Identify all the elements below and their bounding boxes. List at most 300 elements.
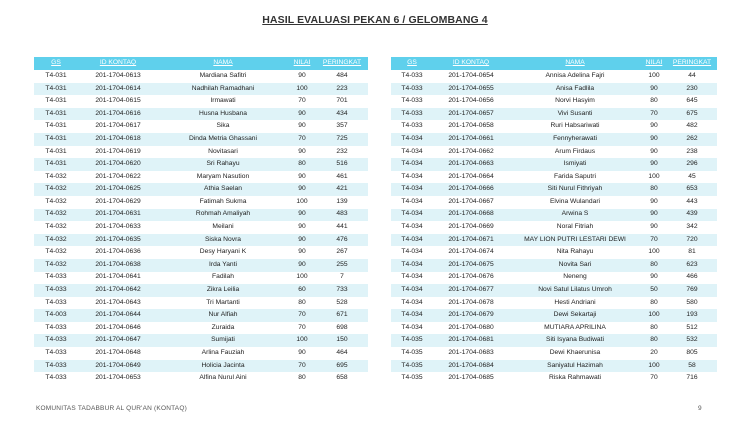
cell-id-kontaq: 201-1704-0617 xyxy=(78,120,158,133)
cell-nama: Nita Rahayu xyxy=(509,246,641,259)
column-header-peringkat: PERINGKAT xyxy=(316,57,368,70)
table-row xyxy=(34,108,368,121)
table-row xyxy=(391,234,717,247)
cell-gs: T4-034 xyxy=(391,171,433,184)
cell-peringkat: 45 xyxy=(667,171,717,184)
cell-peringkat: 671 xyxy=(316,309,368,322)
table-row xyxy=(391,209,717,222)
cell-gs: T4-033 xyxy=(34,297,78,310)
cell-gs: T4-033 xyxy=(34,322,78,335)
cell-nilai: 90 xyxy=(288,347,316,360)
cell-peringkat: 443 xyxy=(667,196,717,209)
table-row xyxy=(391,372,717,385)
cell-nama: Siti Isyana Budiwati xyxy=(509,334,641,347)
column-header-nama: NAMA xyxy=(509,57,641,70)
table-row xyxy=(391,334,717,347)
cell-id-kontaq: 201-1704-0668 xyxy=(433,209,509,222)
cell-nilai: 100 xyxy=(641,246,667,259)
cell-nama: Farida Saputri xyxy=(509,171,641,184)
cell-peringkat: 623 xyxy=(667,259,717,272)
cell-nama: Ismiyati xyxy=(509,158,641,171)
cell-peringkat: 7 xyxy=(316,272,368,285)
column-header-gs: GS xyxy=(34,57,78,70)
table-row xyxy=(34,158,368,171)
cell-nama: Riska Rahmawati xyxy=(509,372,641,385)
table-row xyxy=(34,309,368,322)
column-header-nilai: NILAI xyxy=(641,57,667,70)
cell-id-kontaq: 201-1704-0649 xyxy=(78,360,158,373)
cell-gs: T4-033 xyxy=(391,120,433,133)
cell-gs: T4-031 xyxy=(34,108,78,121)
footer-organization: KOMUNITAS TADABBUR AL QUR'AN (KONTAQ) xyxy=(36,405,187,412)
cell-id-kontaq: 201-1704-0676 xyxy=(433,272,509,285)
cell-gs: T4-034 xyxy=(391,234,433,247)
cell-nama: Athia Saelan xyxy=(158,183,288,196)
cell-nama: Nur Alfiah xyxy=(158,309,288,322)
cell-nilai: 80 xyxy=(641,95,667,108)
cell-nilai: 60 xyxy=(288,284,316,297)
table-row xyxy=(34,284,368,297)
page-number: 9 xyxy=(698,405,702,412)
cell-gs: T4-032 xyxy=(34,171,78,184)
cell-peringkat: 512 xyxy=(667,322,717,335)
cell-gs: T4-031 xyxy=(34,133,78,146)
column-header-id: ID KONTAQ xyxy=(78,57,158,70)
cell-id-kontaq: 201-1704-0655 xyxy=(433,83,509,96)
table-row xyxy=(391,360,717,373)
cell-gs: T4-034 xyxy=(391,309,433,322)
cell-gs: T4-033 xyxy=(34,272,78,285)
cell-peringkat: 262 xyxy=(667,133,717,146)
cell-nilai: 80 xyxy=(288,372,316,385)
cell-gs: T4-032 xyxy=(34,234,78,247)
table-row xyxy=(391,158,717,171)
cell-peringkat: 466 xyxy=(667,272,717,285)
results-table-left xyxy=(34,57,368,385)
cell-peringkat: 434 xyxy=(316,108,368,121)
cell-id-kontaq: 201-1704-0643 xyxy=(78,297,158,310)
table-row xyxy=(391,322,717,335)
cell-id-kontaq: 201-1704-0618 xyxy=(78,133,158,146)
cell-nilai: 100 xyxy=(288,83,316,96)
cell-id-kontaq: 201-1704-0685 xyxy=(433,372,509,385)
table-row xyxy=(34,209,368,222)
cell-peringkat: 484 xyxy=(316,70,368,83)
cell-nama: Dinda Metria Ghassani xyxy=(158,133,288,146)
table-row xyxy=(34,297,368,310)
cell-gs: T4-031 xyxy=(34,70,78,83)
cell-id-kontaq: 201-1704-0642 xyxy=(78,284,158,297)
cell-id-kontaq: 201-1704-0614 xyxy=(78,83,158,96)
cell-peringkat: 232 xyxy=(316,146,368,159)
cell-gs: T4-032 xyxy=(34,183,78,196)
cell-nilai: 70 xyxy=(641,108,667,121)
cell-nama: Hesti Andriani xyxy=(509,297,641,310)
table-row xyxy=(34,70,368,83)
cell-id-kontaq: 201-1704-0646 xyxy=(78,322,158,335)
cell-nama: Elvina Wulandari xyxy=(509,196,641,209)
cell-gs: T4-031 xyxy=(34,146,78,159)
table-row xyxy=(391,297,717,310)
cell-peringkat: 725 xyxy=(316,133,368,146)
table-row xyxy=(391,309,717,322)
cell-nilai: 90 xyxy=(641,209,667,222)
cell-id-kontaq: 201-1704-0625 xyxy=(78,183,158,196)
cell-peringkat: 255 xyxy=(316,259,368,272)
cell-peringkat: 516 xyxy=(316,158,368,171)
table-row xyxy=(34,196,368,209)
cell-nilai: 90 xyxy=(288,259,316,272)
cell-id-kontaq: 201-1704-0656 xyxy=(433,95,509,108)
cell-nama: Fadilah xyxy=(158,272,288,285)
cell-nilai: 90 xyxy=(288,108,316,121)
cell-gs: T4-033 xyxy=(34,284,78,297)
column-header-nama: NAMA xyxy=(158,57,288,70)
cell-id-kontaq: 201-1704-0654 xyxy=(433,70,509,83)
cell-id-kontaq: 201-1704-0669 xyxy=(433,221,509,234)
cell-id-kontaq: 201-1704-0683 xyxy=(433,347,509,360)
cell-nilai: 80 xyxy=(641,297,667,310)
cell-nilai: 100 xyxy=(641,360,667,373)
cell-nama: Saniyatul Hazimah xyxy=(509,360,641,373)
cell-nilai: 70 xyxy=(288,95,316,108)
cell-nama: Noral Fitriah xyxy=(509,221,641,234)
cell-gs: T4-033 xyxy=(34,347,78,360)
cell-nilai: 90 xyxy=(288,120,316,133)
cell-nilai: 90 xyxy=(288,234,316,247)
cell-id-kontaq: 201-1704-0680 xyxy=(433,322,509,335)
cell-peringkat: 483 xyxy=(316,209,368,222)
cell-gs: T4-033 xyxy=(34,360,78,373)
cell-nilai: 70 xyxy=(288,322,316,335)
cell-nama: Dewi Sekartaji xyxy=(509,309,641,322)
cell-nama: Mardiana Safitri xyxy=(158,70,288,83)
cell-gs: T4-033 xyxy=(391,95,433,108)
cell-nilai: 100 xyxy=(288,334,316,347)
cell-nilai: 90 xyxy=(288,70,316,83)
table-row xyxy=(391,146,717,159)
cell-peringkat: 296 xyxy=(667,158,717,171)
cell-peringkat: 357 xyxy=(316,120,368,133)
cell-nilai: 90 xyxy=(641,120,667,133)
cell-nama: Tri Martanti xyxy=(158,297,288,310)
cell-nama: Rohmah Amaliyah xyxy=(158,209,288,222)
cell-nama: Zikra Leilia xyxy=(158,284,288,297)
cell-gs: T4-031 xyxy=(34,83,78,96)
cell-nama: MAY LION PUTRI LESTARI DEWI xyxy=(509,234,641,247)
cell-id-kontaq: 201-1704-0631 xyxy=(78,209,158,222)
cell-nilai: 90 xyxy=(641,272,667,285)
cell-id-kontaq: 201-1704-0638 xyxy=(78,259,158,272)
cell-peringkat: 58 xyxy=(667,360,717,373)
cell-peringkat: 150 xyxy=(316,334,368,347)
cell-nama: Holicia Jacinta xyxy=(158,360,288,373)
cell-gs: T4-035 xyxy=(391,360,433,373)
cell-nama: Alfina Nurul Aini xyxy=(158,372,288,385)
cell-nilai: 90 xyxy=(641,133,667,146)
cell-gs: T4-033 xyxy=(34,372,78,385)
cell-id-kontaq: 201-1704-0619 xyxy=(78,146,158,159)
table-row xyxy=(34,322,368,335)
column-header-id: ID KONTAQ xyxy=(433,57,509,70)
cell-id-kontaq: 201-1704-0664 xyxy=(433,171,509,184)
cell-nama: Sumijati xyxy=(158,334,288,347)
cell-id-kontaq: 201-1704-0635 xyxy=(78,234,158,247)
cell-gs: T4-033 xyxy=(391,70,433,83)
cell-peringkat: 482 xyxy=(667,120,717,133)
cell-gs: T4-034 xyxy=(391,158,433,171)
cell-nilai: 90 xyxy=(641,146,667,159)
table-row xyxy=(34,234,368,247)
cell-nama: Arum Firdaus xyxy=(509,146,641,159)
cell-gs: T4-031 xyxy=(34,158,78,171)
cell-id-kontaq: 201-1704-0661 xyxy=(433,133,509,146)
cell-id-kontaq: 201-1704-0681 xyxy=(433,334,509,347)
cell-peringkat: 461 xyxy=(316,171,368,184)
cell-peringkat: 441 xyxy=(316,221,368,234)
cell-peringkat: 769 xyxy=(667,284,717,297)
table-row xyxy=(391,171,717,184)
cell-peringkat: 716 xyxy=(667,372,717,385)
cell-nama: Siska Novra xyxy=(158,234,288,247)
table-row xyxy=(391,183,717,196)
cell-id-kontaq: 201-1704-0677 xyxy=(433,284,509,297)
cell-peringkat: 720 xyxy=(667,234,717,247)
column-header-gs: GS xyxy=(391,57,433,70)
cell-nama: Desy Haryani K xyxy=(158,246,288,259)
table-header-row xyxy=(391,57,717,70)
cell-nama: Zuraida xyxy=(158,322,288,335)
cell-nilai: 70 xyxy=(641,234,667,247)
cell-nilai: 70 xyxy=(288,309,316,322)
table-row xyxy=(391,221,717,234)
cell-gs: T4-032 xyxy=(34,196,78,209)
cell-nilai: 90 xyxy=(641,83,667,96)
cell-nilai: 20 xyxy=(641,347,667,360)
cell-gs: T4-033 xyxy=(391,83,433,96)
cell-gs: T4-034 xyxy=(391,183,433,196)
cell-id-kontaq: 201-1704-0633 xyxy=(78,221,158,234)
table-row xyxy=(391,347,717,360)
table-header-row xyxy=(34,57,368,70)
table-row xyxy=(391,284,717,297)
cell-nama: Norvi Hasyim xyxy=(509,95,641,108)
cell-nama: Ruri Habsariwati xyxy=(509,120,641,133)
table-row xyxy=(391,196,717,209)
table-row xyxy=(391,83,717,96)
cell-peringkat: 645 xyxy=(667,95,717,108)
cell-nilai: 80 xyxy=(641,322,667,335)
cell-nilai: 90 xyxy=(641,196,667,209)
cell-nama: Irmawati xyxy=(158,95,288,108)
cell-id-kontaq: 201-1704-0666 xyxy=(433,183,509,196)
cell-gs: T4-034 xyxy=(391,259,433,272)
cell-peringkat: 44 xyxy=(667,70,717,83)
cell-id-kontaq: 201-1704-0674 xyxy=(433,246,509,259)
cell-nama: Siti Nurul Fithriyah xyxy=(509,183,641,196)
table-body-right xyxy=(391,70,717,385)
cell-id-kontaq: 201-1704-0657 xyxy=(433,108,509,121)
table-row xyxy=(34,347,368,360)
cell-nilai: 80 xyxy=(288,158,316,171)
cell-id-kontaq: 201-1704-0629 xyxy=(78,196,158,209)
cell-peringkat: 193 xyxy=(667,309,717,322)
table-row xyxy=(391,95,717,108)
cell-id-kontaq: 201-1704-0667 xyxy=(433,196,509,209)
cell-peringkat: 238 xyxy=(667,146,717,159)
cell-gs: T4-034 xyxy=(391,209,433,222)
cell-peringkat: 528 xyxy=(316,297,368,310)
table-row xyxy=(391,259,717,272)
cell-gs: T4-034 xyxy=(391,297,433,310)
cell-nama: Dewi Khaerunisa xyxy=(509,347,641,360)
cell-nilai: 100 xyxy=(641,309,667,322)
cell-id-kontaq: 201-1704-0662 xyxy=(433,146,509,159)
cell-id-kontaq: 201-1704-0663 xyxy=(433,158,509,171)
table-row xyxy=(34,133,368,146)
cell-peringkat: 421 xyxy=(316,183,368,196)
cell-peringkat: 675 xyxy=(667,108,717,121)
cell-nilai: 80 xyxy=(641,259,667,272)
cell-nilai: 50 xyxy=(641,284,667,297)
cell-gs: T4-034 xyxy=(391,196,433,209)
cell-nilai: 100 xyxy=(641,171,667,184)
cell-peringkat: 805 xyxy=(667,347,717,360)
cell-nama: MUTIARA APRILINA xyxy=(509,322,641,335)
column-header-nilai: NILAI xyxy=(288,57,316,70)
cell-nilai: 70 xyxy=(641,372,667,385)
cell-nama: Sri Rahayu xyxy=(158,158,288,171)
table-row xyxy=(34,83,368,96)
table-row xyxy=(391,272,717,285)
cell-peringkat: 476 xyxy=(316,234,368,247)
cell-nilai: 100 xyxy=(288,196,316,209)
cell-id-kontaq: 201-1704-0644 xyxy=(78,309,158,322)
table-row xyxy=(34,372,368,385)
cell-gs: T4-034 xyxy=(391,272,433,285)
cell-nilai: 100 xyxy=(288,272,316,285)
cell-nilai: 90 xyxy=(288,183,316,196)
cell-nama: Maryam Nasution xyxy=(158,171,288,184)
cell-gs: T4-033 xyxy=(34,334,78,347)
cell-gs: T4-035 xyxy=(391,347,433,360)
table-row xyxy=(391,70,717,83)
cell-nilai: 90 xyxy=(641,158,667,171)
column-header-peringkat: PERINGKAT xyxy=(667,57,717,70)
cell-gs: T4-032 xyxy=(34,259,78,272)
cell-gs: T4-034 xyxy=(391,246,433,259)
cell-id-kontaq: 201-1704-0613 xyxy=(78,70,158,83)
cell-peringkat: 701 xyxy=(316,95,368,108)
page-title: HASIL EVALUASI PEKAN 6 / GELOMBANG 4 xyxy=(262,14,488,26)
table-row xyxy=(34,272,368,285)
cell-peringkat: 532 xyxy=(667,334,717,347)
cell-id-kontaq: 201-1704-0675 xyxy=(433,259,509,272)
cell-peringkat: 653 xyxy=(667,183,717,196)
cell-peringkat: 658 xyxy=(316,372,368,385)
cell-peringkat: 267 xyxy=(316,246,368,259)
table-row xyxy=(34,95,368,108)
cell-gs: T4-033 xyxy=(391,108,433,121)
cell-id-kontaq: 201-1704-0616 xyxy=(78,108,158,121)
cell-peringkat: 580 xyxy=(667,297,717,310)
cell-gs: T4-034 xyxy=(391,322,433,335)
cell-nama: Fatimah Sukma xyxy=(158,196,288,209)
cell-gs: T4-034 xyxy=(391,284,433,297)
cell-nilai: 90 xyxy=(641,221,667,234)
cell-nilai: 80 xyxy=(641,334,667,347)
cell-nilai: 70 xyxy=(288,360,316,373)
cell-gs: T4-035 xyxy=(391,372,433,385)
cell-nama: Meilani xyxy=(158,221,288,234)
cell-id-kontaq: 201-1704-0678 xyxy=(433,297,509,310)
cell-nilai: 90 xyxy=(288,246,316,259)
cell-peringkat: 439 xyxy=(667,209,717,222)
cell-nama: Arwina S xyxy=(509,209,641,222)
cell-id-kontaq: 201-1704-0620 xyxy=(78,158,158,171)
cell-nama: Irda Yanti xyxy=(158,259,288,272)
cell-id-kontaq: 201-1704-0648 xyxy=(78,347,158,360)
table-row xyxy=(34,360,368,373)
cell-peringkat: 698 xyxy=(316,322,368,335)
table-row xyxy=(34,221,368,234)
cell-gs: T4-034 xyxy=(391,146,433,159)
cell-nama: Fennyherawati xyxy=(509,133,641,146)
cell-gs: T4-035 xyxy=(391,334,433,347)
cell-peringkat: 342 xyxy=(667,221,717,234)
table-row xyxy=(34,246,368,259)
cell-peringkat: 230 xyxy=(667,83,717,96)
cell-id-kontaq: 201-1704-0658 xyxy=(433,120,509,133)
cell-nama: Annisa Adelina Fajri xyxy=(509,70,641,83)
table-row xyxy=(34,259,368,272)
cell-nilai: 90 xyxy=(288,146,316,159)
table-row xyxy=(34,120,368,133)
cell-nilai: 80 xyxy=(288,297,316,310)
cell-nilai: 80 xyxy=(641,183,667,196)
cell-nama: Sika xyxy=(158,120,288,133)
cell-nilai: 100 xyxy=(641,70,667,83)
table-row xyxy=(34,183,368,196)
cell-gs: T4-003 xyxy=(34,309,78,322)
cell-gs: T4-034 xyxy=(391,221,433,234)
cell-peringkat: 223 xyxy=(316,83,368,96)
cell-nama: Neneng xyxy=(509,272,641,285)
cell-nama: Novi Satul Lilatus Umroh xyxy=(509,284,641,297)
cell-id-kontaq: 201-1704-0636 xyxy=(78,246,158,259)
cell-nilai: 90 xyxy=(288,171,316,184)
cell-nama: Arlina Fauziah xyxy=(158,347,288,360)
cell-id-kontaq: 201-1704-0684 xyxy=(433,360,509,373)
cell-peringkat: 81 xyxy=(667,246,717,259)
cell-nama: Novita Sari xyxy=(509,259,641,272)
cell-gs: T4-031 xyxy=(34,95,78,108)
table-row xyxy=(34,334,368,347)
cell-peringkat: 464 xyxy=(316,347,368,360)
cell-nama: Husna Husbana xyxy=(158,108,288,121)
cell-nama: Vivi Susanti xyxy=(509,108,641,121)
results-table-right xyxy=(391,57,717,385)
table-row xyxy=(391,246,717,259)
cell-nilai: 70 xyxy=(288,133,316,146)
cell-gs: T4-032 xyxy=(34,209,78,222)
cell-nilai: 90 xyxy=(288,209,316,222)
table-body-left xyxy=(34,70,368,385)
cell-id-kontaq: 201-1704-0647 xyxy=(78,334,158,347)
cell-nama: Novitasari xyxy=(158,146,288,159)
cell-nilai: 90 xyxy=(288,221,316,234)
cell-nama: Nadhilah Ramadhani xyxy=(158,83,288,96)
